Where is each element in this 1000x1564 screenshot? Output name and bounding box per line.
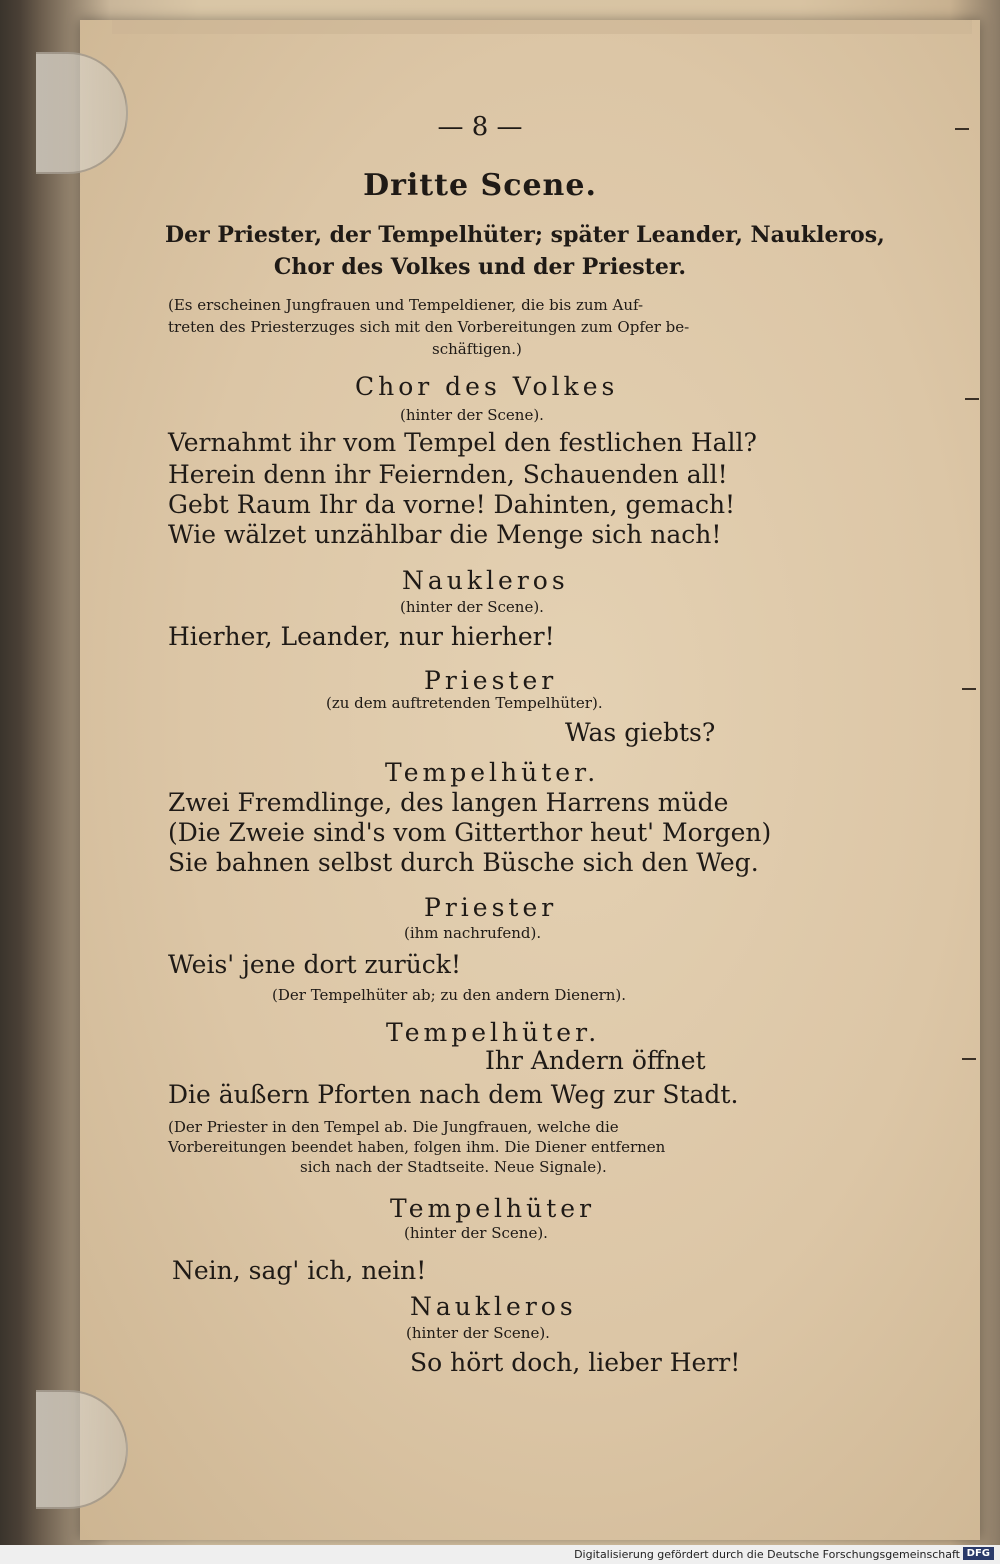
verse-line: Sie bahnen selbst durch Büsche sich den Weg.: [168, 848, 759, 877]
stage-direction: treten des Priesterzuges sich mit den Vorbereitungen zum Opfer be-: [168, 318, 690, 336]
verse-line: Vernahmt ihr vom Tempel den festlichen Hall?: [168, 428, 757, 457]
cast-line: Der Priester, der Tempelhüter; später Leander, Naukleros,: [165, 222, 885, 248]
page-number: — 8 —: [437, 112, 523, 142]
page-tick-mark: [955, 128, 969, 130]
cast-line: Chor des Volkes und der Priester.: [273, 254, 687, 280]
speaker-direction: (hinter der Scene).: [406, 1324, 550, 1342]
verse-line: Herein denn ihr Feiernden, Schauenden all!: [168, 460, 728, 489]
footer-credit: Digitalisierung gefördert durch die Deutsche Forschungsgemeinschaft: [574, 1548, 960, 1561]
speaker-direction: (ihm nachrufend).: [404, 924, 542, 942]
scene-title: Dritte Scene.: [363, 168, 597, 203]
speaker-name: Tempelhüter.: [385, 758, 600, 787]
verse-line: Nein, sag' ich, nein!: [172, 1256, 427, 1285]
stage-direction: sich nach der Stadtseite. Neue Signale).: [300, 1158, 607, 1176]
verse-line: Wie wälzet unzählbar die Menge sich nach!: [168, 520, 722, 549]
speaker-name: Priester: [424, 666, 558, 695]
verse-line: Hierher, Leander, nur hierher!: [168, 622, 555, 651]
speaker-name: Naukleros: [402, 566, 569, 595]
dfg-logo: DFG: [963, 1547, 994, 1560]
speaker-name: Priester: [424, 893, 558, 922]
stage-direction: (Es erscheinen Jungfrauen und Tempeldiener, die bis zum Auf-: [168, 296, 644, 314]
speaker-name: Naukleros: [410, 1292, 577, 1321]
stage-direction: Vorbereitungen beendet haben, folgen ihm. Die Diener entfernen: [168, 1138, 666, 1156]
verse-line: Was giebts?: [565, 718, 716, 747]
verse-line: (Die Zweie sind's vom Gitterthor heut' Morgen): [168, 818, 772, 847]
speaker-direction: (Der Tempelhüter ab; zu den andern Dienern).: [272, 986, 627, 1004]
page-tick-mark: [962, 1058, 976, 1060]
stage-direction: schäftigen.): [432, 340, 522, 358]
speaker-direction: (hinter der Scene).: [404, 1224, 548, 1242]
page-tick-mark: [965, 398, 979, 400]
speaker-name: Tempelhüter: [390, 1194, 596, 1223]
page-edge: [112, 20, 972, 34]
stage-direction: (Der Priester in den Tempel ab. Die Jungfrauen, welche die: [168, 1118, 619, 1136]
verse-line: Zwei Fremdlinge, des langen Harrens müde: [168, 788, 729, 817]
verse-line: Ihr Andern öffnet: [485, 1046, 706, 1075]
speaker-direction: (hinter der Scene).: [400, 406, 544, 424]
verse-line: So hört doch, lieber Herr!: [410, 1348, 741, 1377]
verse-line: Die äußern Pforten nach dem Weg zur Stadt.: [168, 1080, 739, 1109]
speaker-direction: (zu dem auftretenden Tempelhüter).: [326, 694, 603, 712]
speaker-name: Tempelhüter.: [386, 1018, 601, 1047]
verse-line: Weis' jene dort zurück!: [168, 950, 462, 979]
verse-line: Gebt Raum Ihr da vorne! Dahinten, gemach!: [168, 490, 736, 519]
speaker-direction: (hinter der Scene).: [400, 598, 544, 616]
speaker-name: Chor des Volkes: [355, 372, 619, 401]
page-tick-mark: [962, 688, 976, 690]
